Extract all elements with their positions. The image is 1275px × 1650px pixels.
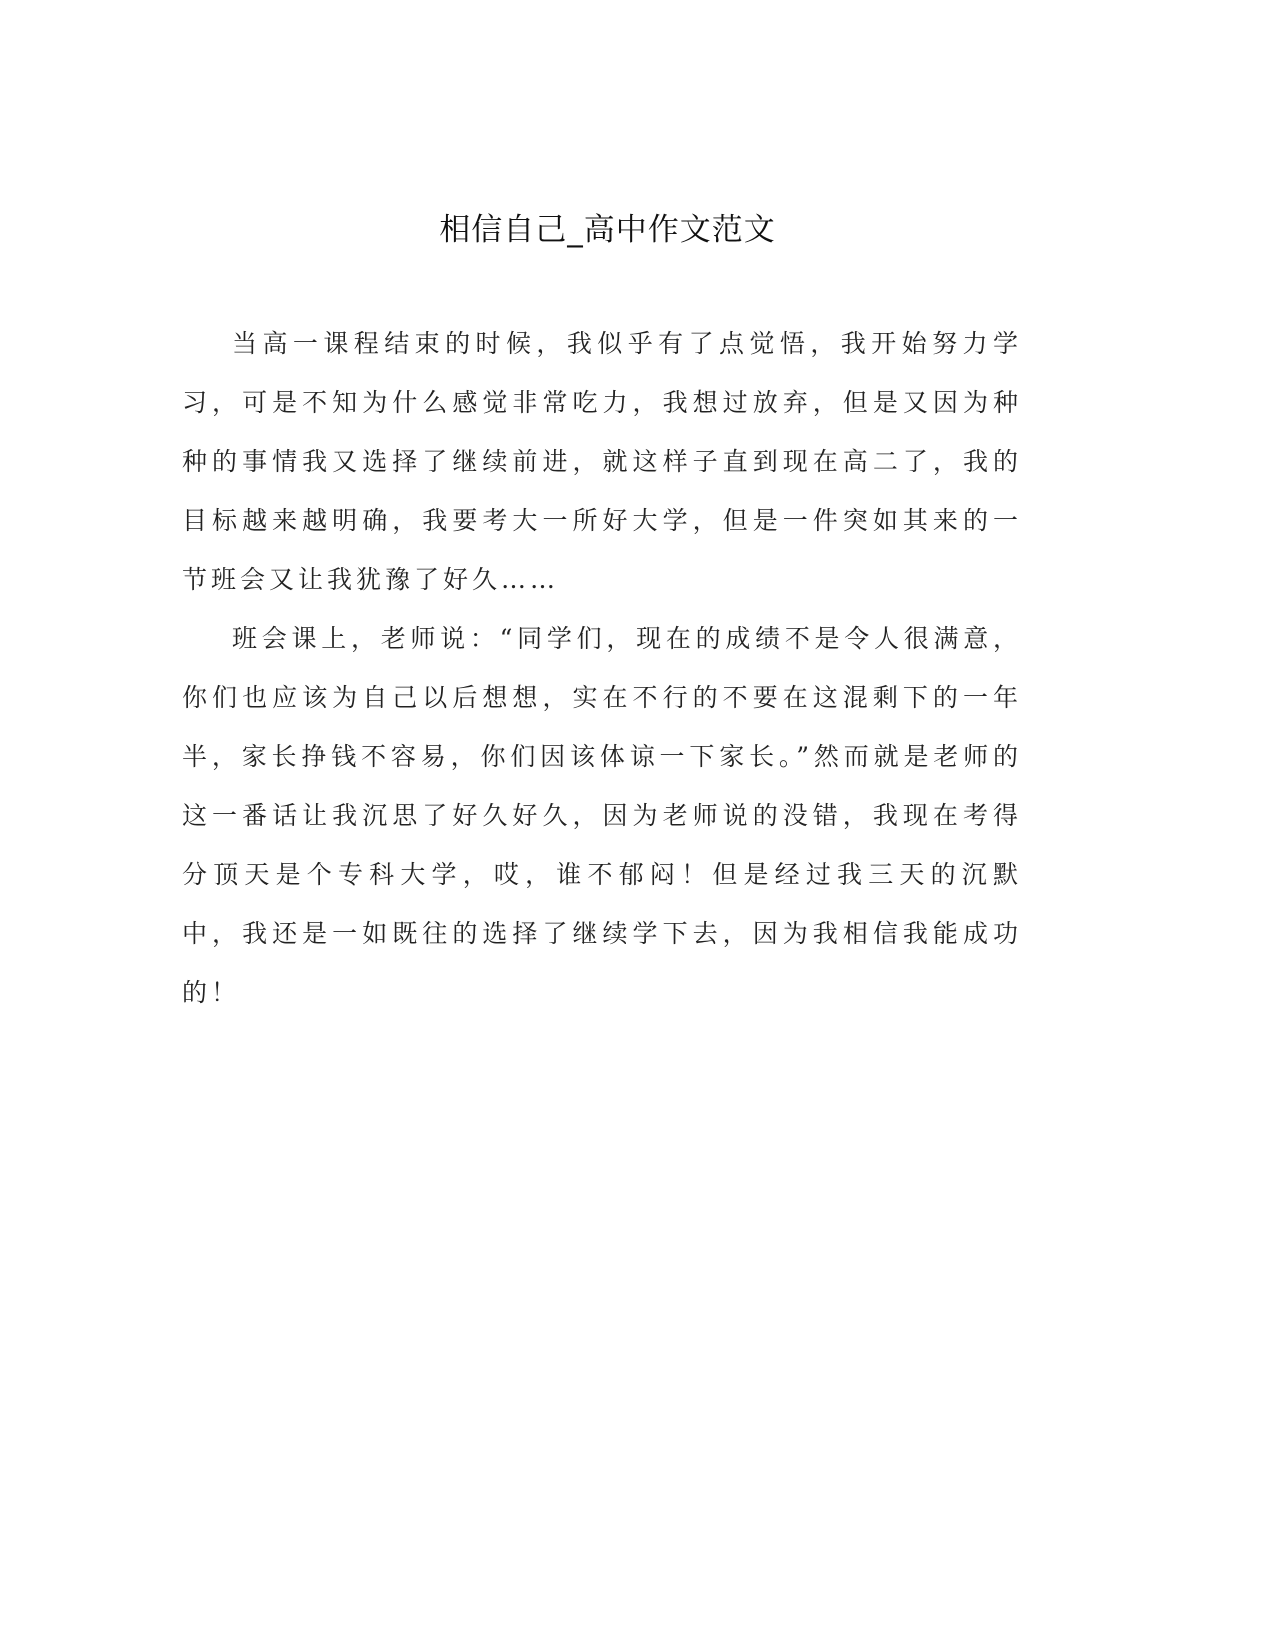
page-title: 相信自己_高中作文范文: [439, 212, 776, 248]
essay-body: [182, 314, 1022, 1022]
paragraph-1: 当高一课程结束的时候，我似乎有了点觉悟，我开始努力学习，可是不知为什么感觉非常吃力，我想过放弃，但是又因为种种的事情我又选择了继续前进，就这样子直到现在高二了，我的目标越来越明确，我要考大一所好大学，但是一件突如其来的一节班会又让我犹豫了好久……: [182, 329, 1022, 594]
paragraph-2: 班会课上，老师说：“同学们，现在的成绩不是令人很满意，你们也应该为自己以后想想，实在不行的不要在这混剩下的一年半，家长挣钱不容易，你们因该体谅一下家长。”然而就是老师的这一番话让我沉思了好久好久，因为老师说的没错，我现在考得分顶天是个专科大学，哎，谁不郁闷！但是经过我三天的沉默中，我还是一如既往的选择了继续学下去，因为我相信我能成功的！: [182, 624, 1022, 1007]
